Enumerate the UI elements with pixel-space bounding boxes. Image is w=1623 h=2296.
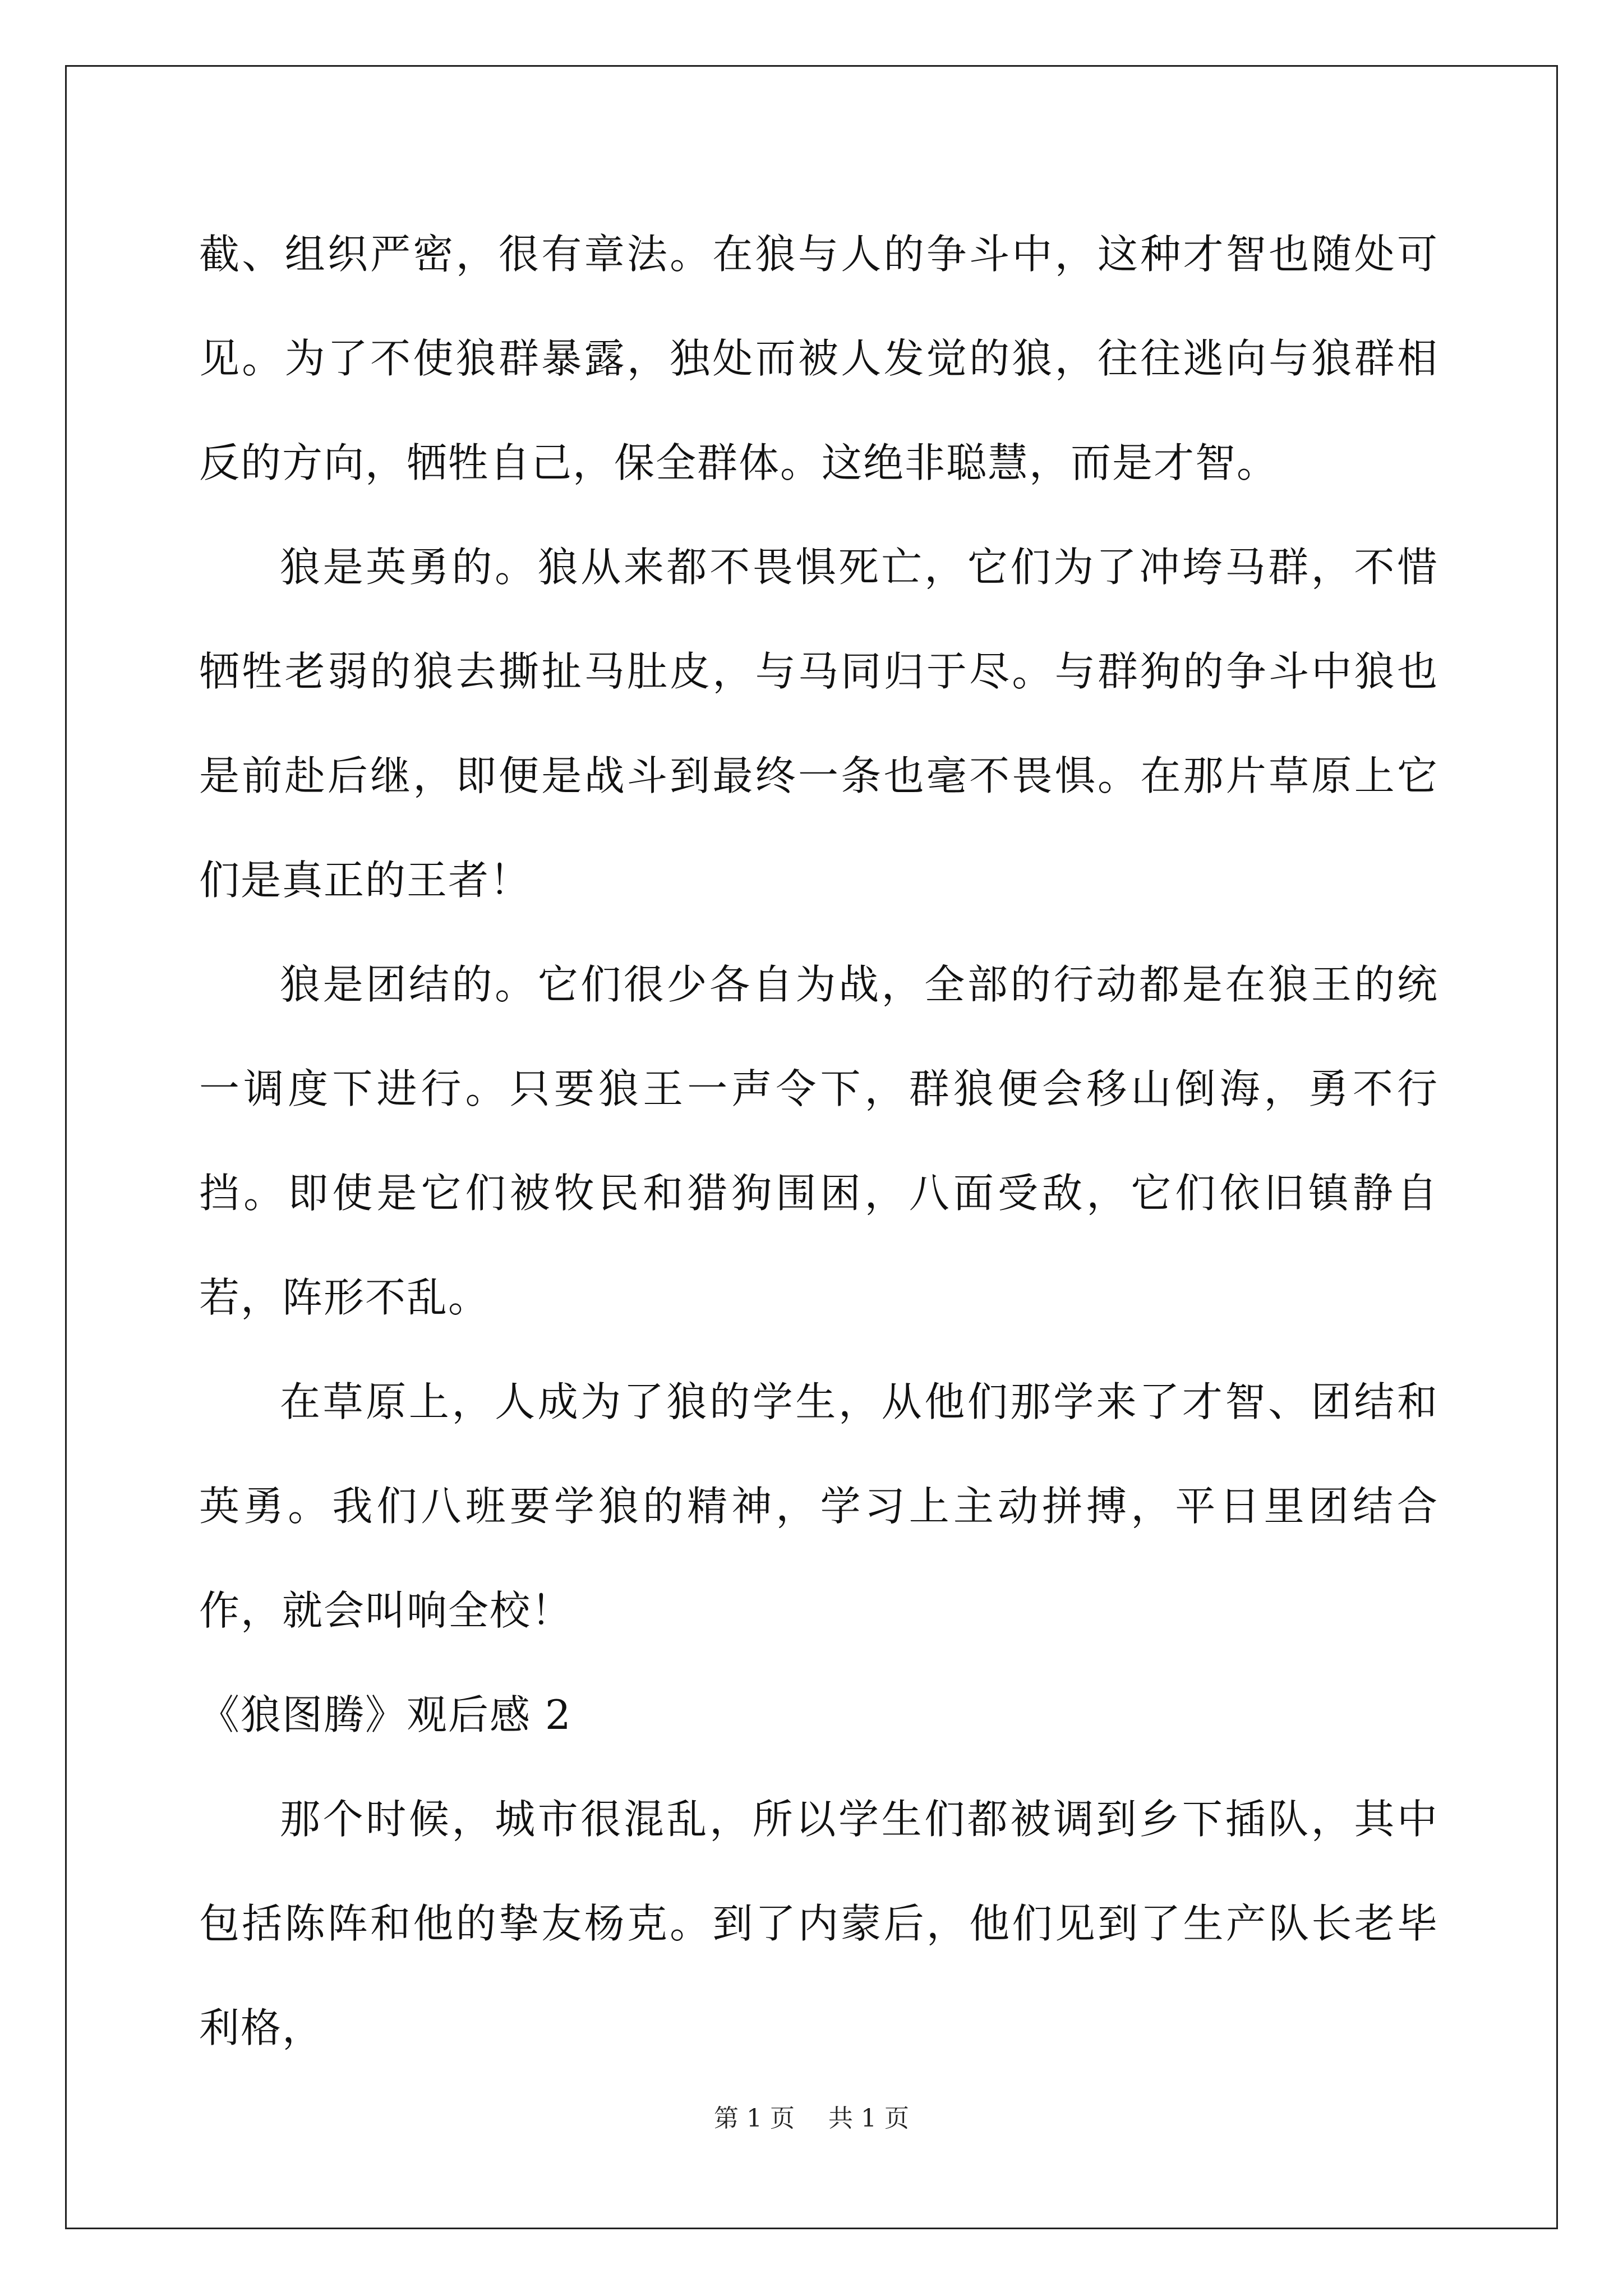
paragraph-unity: 狼是团结的。它们很少各自为战，全部的行动都是在狼王的统一调度下进行。只要狼王一声令下，群狼便会移山倒海，勇不行挡。即使是它们被牧民和猎狗围困，八面受敌，它们依旧镇静自若，阵形不乱。 (199, 961, 1438, 1321)
section-heading: 《狼图腾》观后感 2 (199, 1691, 572, 1738)
page-footer (0, 2098, 1623, 2134)
paragraph-intelligence: 截、组织严密，很有章法。在狼与人的争斗中，这种才智也随处可见。为了不使狼群暴露，独处而被人发觉的狼，往往逃向与狼群相反的方向，牺牲自己，保全群体。这绝非聪慧，而是才智。 (199, 231, 1438, 486)
page-total: 共 1 页 (828, 2104, 909, 2133)
paragraph-bravery: 狼是英勇的。狼从来都不畏惧死亡，它们为了冲垮马群，不惜牺牲老弱的狼去撕扯马肚皮，与马同归于尽。与群狗的争斗中狼也是前赴后继，即便是战斗到最终一条也毫不畏惧。在那片草原上它们是真正的王者！ (199, 544, 1438, 904)
paragraph-conclusion: 在草原上，人成为了狼的学生，从他们那学来了才智、团结和英勇。我们八班要学狼的精神，学习上主动拼搏，平日里团结合作，就会叫响全校！ (199, 1378, 1438, 1634)
document-body (199, 202, 1438, 2080)
paragraph-section2-intro: 那个时候，城市很混乱，所以学生们都被调到乡下插队，其中包括陈阵和他的挚友杨克。到了内蒙后，他们见到了生产队长老毕利格， (199, 1796, 1438, 2051)
page-number: 第 1 页 (714, 2104, 795, 2133)
